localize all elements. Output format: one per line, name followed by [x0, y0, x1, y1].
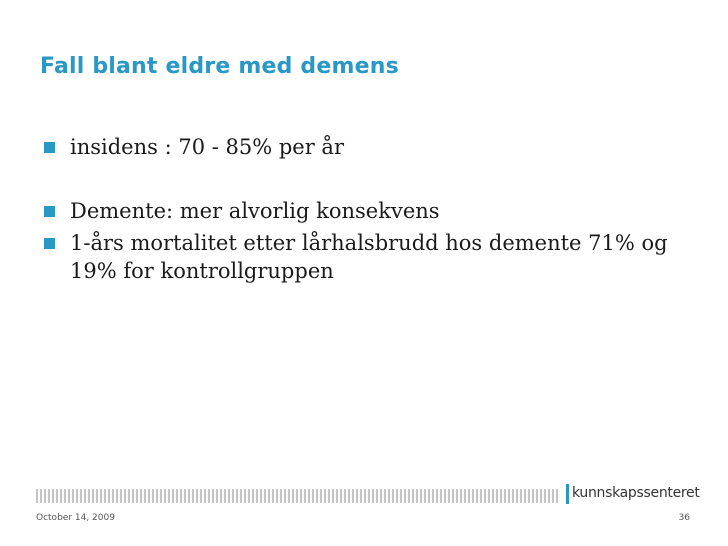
logo-mark-icon	[566, 484, 569, 504]
footer-stripe-bar	[36, 489, 560, 503]
bullet-square-icon	[44, 206, 55, 217]
bullet-item	[40, 229, 700, 285]
bullet-item	[40, 133, 700, 161]
bullet-square-icon	[44, 142, 55, 153]
page-number: 36	[678, 513, 690, 523]
logo-text: kunnskapssenteret	[572, 485, 700, 501]
bullet-text: 1-års mortalitet etter lårhalsbrudd hos demente 71% og 19% for kontrollgruppen	[70, 231, 668, 283]
slide-title: Fall blant eldre med demens	[40, 54, 399, 79]
bullet-text: Demente: mer alvorlig konsekvens	[70, 199, 440, 223]
bullet-text: insidens : 70 - 85% per år	[70, 135, 344, 159]
bullet-list	[40, 133, 700, 285]
bullet-square-icon	[44, 238, 55, 249]
bullet-item	[40, 197, 700, 225]
footer-date: October 14, 2009	[36, 513, 115, 523]
